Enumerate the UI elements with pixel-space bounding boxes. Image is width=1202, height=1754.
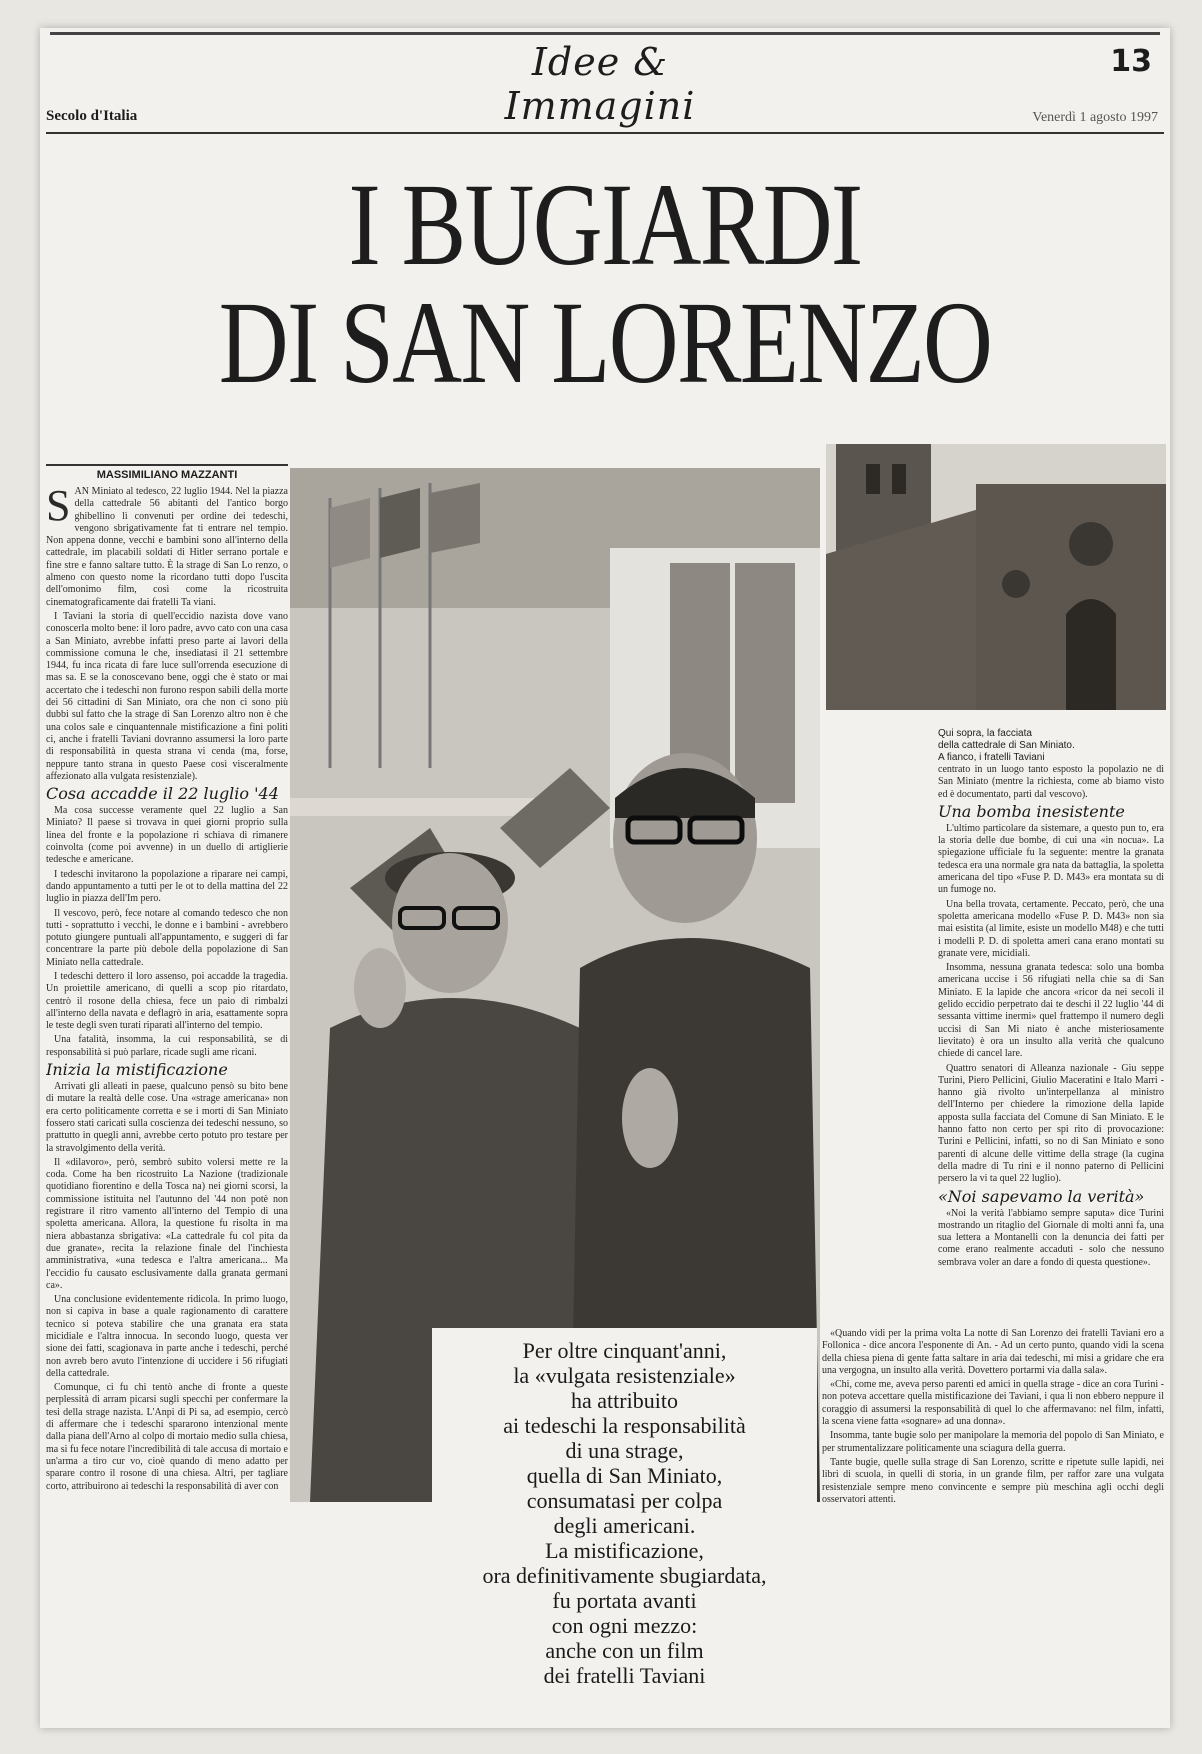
drop-cap: S xyxy=(46,486,71,530)
masthead: Secolo d'Italia xyxy=(46,108,138,124)
headline-line-1: I BUGIARDI xyxy=(348,159,862,290)
cathedral-photo xyxy=(826,444,1166,710)
article-column-bottom-right xyxy=(822,1328,1164,1716)
article-paragraph: Il «dilavoro», però, sembrò subito volersi mette re la coda. Come ha ben ricostruito La Nazione (tradizionale quotidiano fiorentino e della Tosca na) nei giorni scorsi, la commissione istituita nel l'autunno del '44 non potè non registrare il ritro vamento all'interno del Tempio di una spoletta americana. Allora, la questione fu risolta in ma niera abbastanza sbrigativa: «La cattedrale fu col pita da due granate», recita la relazione finale del l'inchiesta amministrativa, «una tedesca e l'altra americana... Ma l'eccidio fu causato esclusivamente dalla granata germani ca». xyxy=(46,1156,288,1291)
subhead: «Noi sapevamo la verità» xyxy=(938,1186,1145,1206)
article-paragraph: «Quando vidi per la prima volta La notte di San Lorenzo dei fratelli Taviani ero a Follonica - dice ancora l'esponente di An. - Ad un certo punto, quando vidi la scena della chiesa piena di gente fatta saltare in aria dai tedeschi, mi misi a gridare che era una vergogna, un insulto alla verità. Dovettero portarmi via dalla sala». xyxy=(822,1328,1164,1376)
article-paragraph: I tedeschi dettero il loro assenso, poi accadde la tragedia. Un proiettile americano, di quelli a scop pio ritardato, centrò il rosone della chiesa, fece un paio di rimbalzi all'interno della navata e deflagrò in aria, esattamente sopra le teste degli sven turati riparati all'interno del tempio. xyxy=(46,970,288,1032)
article-paragraph: Il vescovo, però, fece notare al comando tedesco che non tutti - soprattutto i vecchi, le donne e i bambini - avrebbero potuto giungere puntuali all'appuntamento, e suggerì di far concentrare la parte più debole della popolazione di San Miniato nella cattedrale. xyxy=(46,907,288,968)
header-rule xyxy=(46,132,1164,134)
article-paragraph: Una bella trovata, certamente. Peccato, però, che una spoletta americana modello «Fuse P. D. M43» non sia mai esistita (al limite, esiste un modello M48) e che tutti i modelli P. D. di spoletta ameri cana erano montati su granate vere, micidiali. xyxy=(938,898,1164,959)
article-paragraph: «Chi, come me, aveva perso parenti ed amici in quella strage - dice an cora Turini - non poteva accettare quella mistificazione dei Taviani, i qua li non ebbero neppure il coraggio di assumersi la responsabilità di quel lo che affermavano: nel film, infatti, la scena viene fatta «sognare» ad una donna». xyxy=(822,1379,1164,1428)
subhead: Cosa accadde il 22 luglio '44 xyxy=(46,784,279,804)
pull-quote-line: degli americani. xyxy=(553,1513,696,1538)
pull-quote-line: Per oltre cinquant'anni, xyxy=(522,1338,727,1363)
newspaper-page xyxy=(40,28,1170,1728)
dateline: Venerdì 1 agosto 1997 xyxy=(1032,110,1158,125)
subhead: Inizia la mistificazione xyxy=(46,1060,228,1080)
headline-line-2: DI SAN LORENZO xyxy=(218,277,992,408)
byline: MASSIMILIANO MAZZANTI xyxy=(46,464,288,481)
article-paragraph: SAN Miniato al tedesco, 22 luglio 1944. Nel la piazza della cattedrale 56 abitanti del l'antico borgo ghibellino lì convenuti per ordine dei tedeschi, vengono sbrigativamente fat ti entrare nel tempio. Non appena donne, vecchi e bambini sono all'interno della cattedrale, im placabili soldati di Hitler serrano portale e fine stre e fanno saltare tutto. È la strage di San Lo renzo, o almeno con questo nome la ricordano tutti dopo l'uscita dell'omonimo film, così come la ricostruita cinematograficamente dai fratelli Ta viani. xyxy=(46,486,288,608)
caption-line: A fianco, i fratelli Taviani xyxy=(938,752,1045,763)
section-kicker-box xyxy=(435,40,765,128)
article-paragraph: Ma cosa successe veramente quel 22 luglio a San Miniato? Il paese si trovava in quei giorni proprio sulla linea del fronte e la popolazione ri schiava di rimanere coinvolta (come poi avvenne) in un duello di artiglierie tedesche e americane. xyxy=(46,805,288,866)
article-paragraph: Tante bugie, quelle sulla strage di San Lorenzo, scritte e ripetute sulle lapidi, nei libri di scuola, in quelli di storia, in un grande film, per raffor zare una vulgata resistenziale sempre meno convincente e sempre più meschina agli occhi degli osservatori attenti. xyxy=(822,1456,1164,1505)
pull-quote-line: consumatasi per colpa xyxy=(526,1488,723,1513)
article-column-right xyxy=(938,764,1164,1326)
pull-quote-line: con ogni mezzo: xyxy=(551,1613,698,1638)
headline xyxy=(142,159,1069,408)
pull-quote-line: La mistificazione, xyxy=(545,1538,704,1563)
pull-quote-line: la «vulgata resistenziale» xyxy=(513,1363,736,1388)
pull-quote-line: quella di San Miniato, xyxy=(526,1463,723,1488)
caption-line: Qui sopra, la facciata xyxy=(938,728,1032,739)
article-paragraph: Insomma, tante bugie solo per manipolare la memoria del popolo di San Miniato, e per strumentalizzare politicamente una sciagura della guerra. xyxy=(822,1430,1164,1454)
article-paragraph: Una conclusione evidentemente ridicola. In primo luogo, non si capiva in base a quale ragionamento di carattere tecnico si poteva stabilire che una granata era stata micidiale e l'altra innocua. In secondo luogo, questa ver sione dei fatti, scagionava in parte anche i tedeschi, perché non avreb bero avuto l'intenzione di uccidere i 56 rifugiati della cattedrale. xyxy=(46,1294,288,1379)
caption-line: della cattedrale di San Miniato. xyxy=(938,740,1075,751)
article-paragraph: Arrivati gli alleati in paese, qualcuno pensò su bito bene di mutare la realtà delle cose. Una «strage americana» non era certo politicamente corretta e se i morti di San Miniato fossero stati caricati sulla coscienza dei tedeschi nessuno, so prattutto in quegli anni, avrebbe certo potuto pro testare per la stravolgimento della verità. xyxy=(46,1081,288,1154)
article-paragraph: Una fatalità, insomma, la cui responsabilità, se di responsabilità si può parlare, ricade sugli ame ricani. xyxy=(46,1034,288,1058)
article-paragraph: Comunque, ci fu chi tentò anche di fronte a queste perplessità di arram picarsi sugli specchi per confermare la tesi della strage nazista. L'Anpi di Pi sa, ad esempio, cercò di affermare che i tedeschi spararono intenzional mente dalla piana dell'Arno al colpo di mortaio medio sulla chiesa, ma si fu fece notare l'incredibilità di tale accusa di mortaio e un'arma a tiro cur vo, cioè quando di meno adatto per sparare contro il rosone di una chiesa. Altri, per tagliare corto, attribuirono ai tedeschi la responsabilità di aver con xyxy=(46,1382,288,1492)
pull-quote-line: ai tedeschi la responsabilità xyxy=(503,1413,746,1438)
subhead: Una bomba inesistente xyxy=(938,801,1125,821)
article-paragraph: «Noi la verità l'abbiamo sempre saputa» dice Turini mostrando un ritaglio del Giornale di molti anni fa, una sua lettera a Montanelli con la denuncia dei fatti per come erano realmente accaduti - solo che nessuno sembrava voler an dare a fondo di questa questione». xyxy=(938,1207,1164,1268)
article-paragraph: L'ultimo particolare da sistemare, a questo pun to, era la storia delle due bombe, di cui una «in nocua». La spiegazione ufficiale fu la seguente: mentre la granata tedesca era una normale gra nata da battaglia, la spoletta americana del tipo «Fuse P. D. M43» era montata su di un fumoge no. xyxy=(938,822,1164,896)
pull-quote-line: ora definitivamente sbugiardata, xyxy=(482,1563,767,1588)
article-paragraph: I tedeschi invitarono la popolazione a riparare nei campi, dando appuntamento a tutti per le ot to della mattina del 22 luglio in piazza dell'Im pero. xyxy=(46,868,288,905)
pull-quote-line: di una strage, xyxy=(565,1438,684,1463)
pull-quote-line: fu portata avanti xyxy=(552,1588,697,1613)
top-rule xyxy=(50,32,1160,35)
photo-caption xyxy=(938,728,1163,764)
article-paragraph: Quattro senatori di Alleanza nazionale - Giu seppe Turini, Piero Pellicini, Giulio Maceratini e Italo Marri - hanno già rivolto un'interpellanza al ministro dell'Interno per chiedere la rimozione della lapide apposta sulla facciata del Comune di San Miniato. E le hanno fatto non certo per spi rito di provocazione: Turini e Pellicini, infatti, so no di San Miniato e sono parenti di alcune delle vittime della strage (la cugina della madre di Tu rini e il nonno paterno di Pellicini persero la vi ta quel 22 luglio). xyxy=(938,1062,1164,1185)
article-column-left xyxy=(46,486,288,1714)
article-paragraph: Insomma, nessuna granata tedesca: solo una bomba americana uccise i 56 rifugiati nella chie sa di San Miniato. E la lapide che ancora «ricor da nei secoli il gelido eccidio perpetrato dai te deschi il 22 luglio '44 di sessanta vittime inermi» quel frattempo il numero degli uccisi di San Mi niato è anche misteriosamente lievitato) è ora un insulto alla verità che qualcuno chiede di cancel lare. xyxy=(938,962,1164,1060)
pull-quote-line: anche con un film xyxy=(545,1638,704,1663)
article-paragraph: centrato in un luogo tanto esposto la popolazio ne di San Miniato (mentre la richiesta, come ab biamo visto ed è documentato, partì dal vescovo). xyxy=(938,764,1164,800)
page-number: 13 xyxy=(1110,44,1152,79)
pull-quote-line: ha attribuito xyxy=(571,1388,678,1413)
pull-quote-line: dei fratelli Taviani xyxy=(543,1663,706,1688)
section-kicker: Idee & Immagini xyxy=(504,40,696,128)
article-paragraph: I Taviani la storia di quell'eccidio nazista dove vano conoscerla molto bene: il loro padre, avvo cato con una casa a San Miniato, avrebbe infatti preso parte ai lavori della commissione comuna le che, insediatasi il 21 settembre 1944, fu inca ricata di fare luce sull'orrenda esecuzione di mas sa. E se la conoscevano bene, oggi che è stato or mai accertato che i tedeschi non furono respon sabili della morte dei 56 cittadini di San Miniato, ora che non ci sono più dubbi sul fatto che la strage di San Lorenzo altro non è che una colos sale e cinquantennale mistificazione a fini politi ci, anche i fratelli Taviani dovranno assumersi la loro parte di responsabilità in questa strana vi cenda (ma, forse, neppure tanto strana in questo Paese così visceralmente affezionato alla vulgata resistenziale). xyxy=(46,610,288,782)
pull-quote xyxy=(432,1328,817,1728)
